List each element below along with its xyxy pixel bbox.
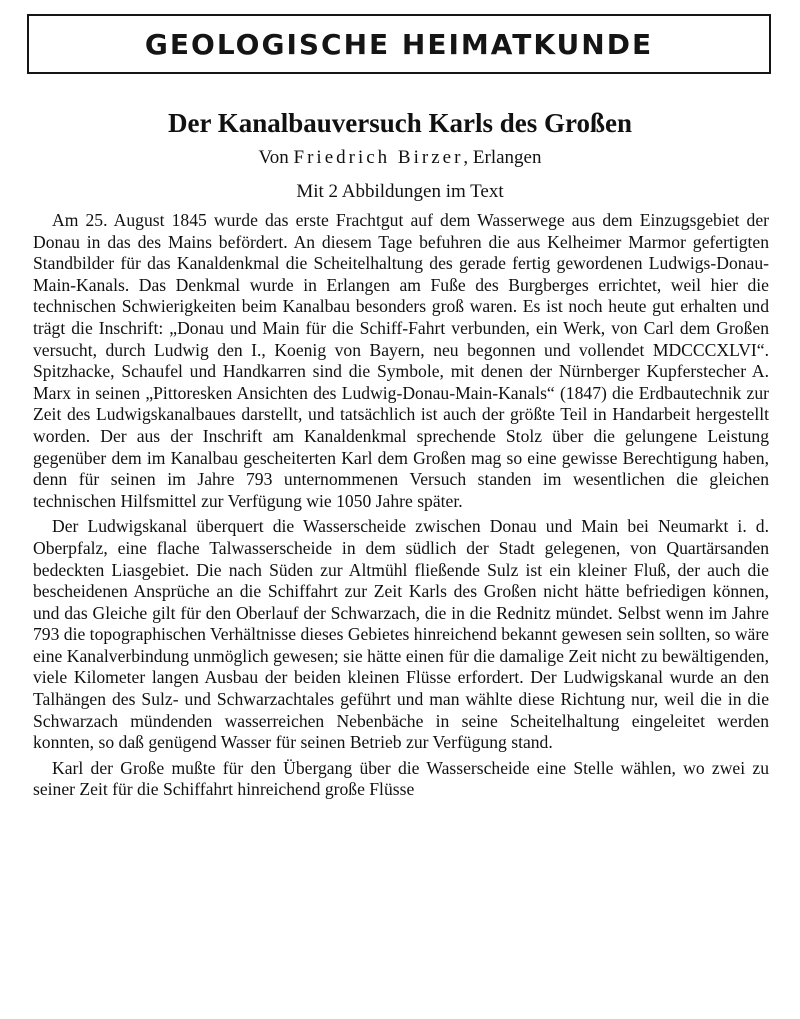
byline-suffix: , Erlangen	[463, 147, 542, 168]
body-paragraph: Am 25. August 1845 wurde das erste Frachtgut auf dem Wasserwege aus dem Einzugsgebiet der Donau in das des Mains befördert. An diesem Tage befuhren die aus Kelheimer Marmor gefertigten Standbilder für das Kanaldenkmal die Scheitelhaltung des gerade fertig gewordenen Ludwigs-Donau-Main-Kanals. Das Denkmal wurde in Erlangen am Fuße des Burgberges errichtet, weil hier die technischen Schwierigkeiten beim Kanalbau besonders groß waren. Es ist noch heute gut erhalten und trägt die Inschrift: „Donau und Main für die Schiff-Fahrt verbunden, ein Werk, von Carl dem Großen versucht, durch Ludwig den I., Koenig von Bayern, neu begonnen und vollendet MDCCCXLVI“. Spitzhacke, Schaufel und Handkarren sind die Symbole, mit denen der Nürnberger Kupferstecher A. Marx in seinen „Pittoresken Ansichten des Ludwig-Donau-Main-Kanals“ (1847) die Erdbautechnik zur Zeit des Ludwigskanalbaues darstellt, und tatsächlich ist auch der größte Teil in Handarbeit hergestellt worden. Der aus der Inschrift am Kanaldenkmal sprechende Stolz über die gelungene Leistung gegenüber dem im Kanalbau gescheiterten Karl dem Großen mag so eine gewisse Berechtigung haben, denn für seinen im Jahre 793 unternommenen Versuch standen im wesentlichen die gleichen technischen Hilfsmittel zur Verfügung wie 1050 Jahre später.	[33, 210, 769, 511]
section-header-box	[27, 14, 771, 74]
author-name: Friedrich Birzer	[293, 147, 464, 168]
body-paragraph: Der Ludwigskanal überquert die Wasserscheide zwischen Donau und Main bei Neumarkt i. d. Oberpfalz, eine flache Talwasserscheide in dem südlich der Stadt gelegenen, von Quartärsanden bedeckten Liasgebiet. Die nach Süden zur Altmühl fließende Sulz ist ein kleiner Fluß, der auch die bescheidenen Ansprüche an die Schiffahrt zur Zeit Karls des Großen nicht hätte befriedigen können, und das Gleiche gilt für den Oberlauf der Schwarzach, die in die Rednitz mündet. Selbst wenn im Jahre 793 die topographischen Verhältnisse dieses Gebietes hinreichend bekannt gewesen sein sollten, so wäre eine Kanalverbindung unmöglich gewesen; sie hätte einen für die damalige Zeit nicht zu bewältigenden, viele Kilometer langen Ausbau der beiden kleinen Flüsse erfordert. Der Ludwigskanal wurde an den Talhängen des Sulz- und Schwarzachtales geführt und man wählte diese Richtung nur, weil die in die Schwarzach mündenden wasserreichen Nebenbäche in seine Scheitelhaltung eingeleitet werden konnten, so daß genügend Wasser für seinen Betrieb zur Verfügung stand.	[33, 516, 769, 753]
body-paragraph: Karl der Große mußte für den Übergang über die Wasserscheide eine Stelle wählen, wo zwei zu seiner Zeit für die Schiffahrt hinreichend große Flüsse	[33, 757, 769, 800]
article-body	[33, 210, 769, 805]
section-header-title: GEOLOGISCHE HEIMATKUNDE	[144, 27, 654, 61]
figures-note: Mit 2 Abbildungen im Text	[296, 181, 504, 202]
article-title: Der Kanalbauversuch Karls des Großen	[167, 108, 633, 138]
byline-prefix: Von	[258, 147, 289, 168]
article-byline	[0, 146, 800, 170]
